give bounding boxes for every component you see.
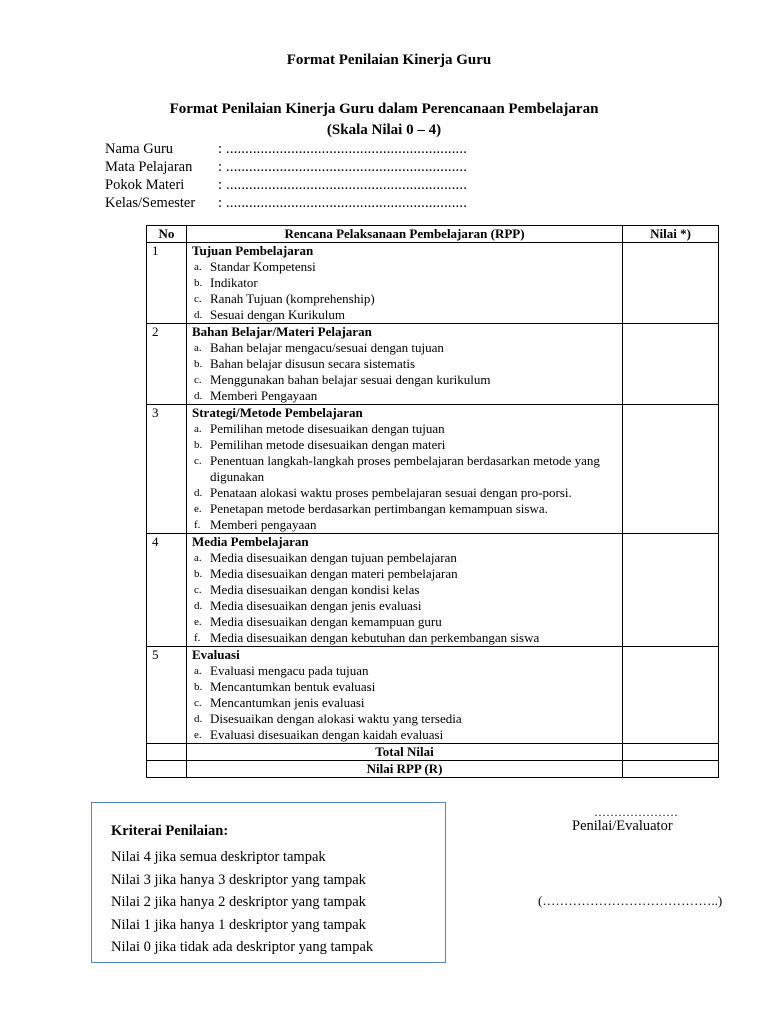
descriptor-list (192, 421, 617, 533)
descriptor-item (192, 727, 617, 743)
descriptor-letter: e. (194, 729, 202, 741)
criteria-heading: Kriterai Penilaian: (111, 823, 229, 839)
descriptor-text: Bahan belajar disusun secara sistematis (210, 356, 416, 371)
info-value: : ............................................................... (218, 177, 468, 193)
criteria-line: Nilai 3 jika hanya 3 deskriptor yang tampak (111, 871, 366, 888)
rpp-no-cell (147, 761, 187, 778)
score-input-cell[interactable] (623, 243, 719, 324)
signature-role: Penilai/Evaluator (572, 818, 673, 834)
descriptor-item (192, 695, 617, 711)
descriptor-letter: e. (194, 503, 202, 515)
descriptor-letter: a. (194, 342, 202, 354)
section-content (187, 324, 623, 405)
descriptor-letter: a. (194, 423, 202, 435)
descriptor-item (192, 614, 617, 630)
section-title: Media Pembelajaran (192, 534, 309, 549)
descriptor-list (192, 663, 617, 743)
descriptor-item (192, 388, 617, 404)
descriptor-letter: d. (194, 309, 203, 321)
descriptor-item (192, 630, 617, 646)
descriptor-text: Penetapan metode berdasarkan pertimbangan kemampuan siswa. (210, 501, 548, 516)
document-subtitle: Format Penilaian Kinerja Guru dalam Perencanaan Pembelajaran (169, 101, 599, 117)
descriptor-text: Pemilihan metode disesuaikan dengan materi (210, 437, 446, 452)
descriptor-letter: b. (194, 358, 203, 370)
descriptor-item (192, 501, 617, 517)
descriptor-letter: c. (194, 584, 202, 596)
descriptor-text: Mencantumkan bentuk evaluasi (210, 679, 376, 694)
criteria-line: Nilai 0 jika tidak ada deskriptor yang tampak (111, 939, 374, 955)
descriptor-text: Sesuai dengan Kurikulum (210, 307, 346, 322)
total-row (147, 744, 719, 761)
criteria-line: Nilai 4 jika semua deskriptor tampak (111, 849, 326, 865)
rpp-score-row (147, 761, 719, 778)
info-value: : ............................................................... (218, 141, 468, 157)
descriptor-letter: a. (194, 665, 202, 677)
criteria-line: Nilai 2 jika hanya 2 deskriptor yang tampak (111, 894, 366, 910)
score-input-cell[interactable] (623, 534, 719, 647)
table-row (147, 647, 719, 744)
descriptor-text: Standar Kompetensi (210, 259, 316, 274)
descriptor-letter: d. (194, 600, 203, 612)
info-row-kelas-semester (105, 194, 467, 212)
descriptor-text: Ranah Tujuan (komprehenship) (210, 291, 375, 306)
descriptor-text: Memberi pengayaan (210, 517, 317, 532)
table-row (147, 243, 719, 324)
descriptor-letter: c. (194, 293, 202, 305)
header-no: No (147, 226, 187, 243)
section-number: 4 (147, 534, 187, 647)
descriptor-item (192, 291, 617, 307)
section-title: Bahan Belajar/Materi Pelajaran (192, 324, 372, 339)
descriptor-text: Bahan belajar mengacu/sesuai dengan tujuan (210, 340, 444, 355)
descriptor-letter: d. (194, 713, 203, 725)
descriptor-letter: c. (194, 374, 202, 386)
descriptor-text: Indikator (210, 275, 258, 290)
info-row-mata-pelajaran (105, 158, 467, 176)
section-title: Tujuan Pembelajaran (192, 243, 314, 258)
descriptor-letter: b. (194, 277, 203, 289)
info-label: Kelas/Semester (105, 195, 196, 211)
section-number: 2 (147, 324, 187, 405)
info-value: : ............................................................... (218, 195, 468, 211)
descriptor-list (192, 550, 617, 646)
rpp-assessment-table (146, 225, 719, 778)
criteria-line: Nilai 1 jika hanya 1 deskriptor yang tampak (111, 916, 366, 933)
descriptor-text: Disesuaikan dengan alokasi waktu yang tersedia (210, 711, 462, 726)
rpp-score-label: Nilai RPP (R) (187, 761, 623, 778)
descriptor-text: Evaluasi disesuaikan dengan kaidah evaluasi (210, 727, 444, 742)
header-nilai: Nilai *) (623, 226, 719, 243)
descriptor-text: Media disesuaikan dengan kemampuan guru (210, 614, 442, 629)
descriptor-text: Media disesuaikan dengan kondisi kelas (210, 582, 420, 597)
descriptor-item (192, 517, 617, 533)
info-label: Pokok Materi (105, 177, 185, 193)
descriptor-letter: b. (194, 681, 203, 693)
descriptor-text: Evaluasi mengacu pada tujuan (210, 663, 369, 678)
section-number: 3 (147, 405, 187, 534)
descriptor-item (192, 307, 617, 323)
descriptor-item (192, 453, 617, 485)
descriptor-item (192, 356, 617, 372)
section-number: 1 (147, 243, 187, 324)
header-rpp: Rencana Pelaksanaan Pembelajaran (RPP) (187, 226, 623, 243)
score-input-cell[interactable] (623, 405, 719, 534)
descriptor-list (192, 340, 617, 404)
descriptor-text: Penataan alokasi waktu proses pembelajaran sesuai dengan pro-porsi. (210, 485, 572, 500)
score-input-cell[interactable] (623, 324, 719, 405)
descriptor-letter: f. (194, 632, 201, 644)
descriptor-text: Mencantumkan jenis evaluasi (210, 695, 365, 710)
table-row (147, 405, 719, 534)
descriptor-text: Media disesuaikan dengan jenis evaluasi (210, 598, 422, 613)
total-label: Total Nilai (187, 744, 623, 761)
descriptor-item (192, 582, 617, 598)
descriptor-item (192, 566, 617, 582)
total-value-cell[interactable] (623, 744, 719, 761)
descriptor-letter: b. (194, 568, 203, 580)
info-label: Mata Pelajaran (105, 159, 193, 175)
section-content (187, 243, 623, 324)
descriptor-item (192, 421, 617, 437)
descriptor-item (192, 598, 617, 614)
descriptor-letter: a. (194, 552, 202, 564)
table-row (147, 324, 719, 405)
descriptor-item (192, 340, 617, 356)
descriptor-letter: e. (194, 616, 202, 628)
descriptor-item (192, 550, 617, 566)
section-title: Evaluasi (192, 647, 240, 662)
document-title: Format Penilaian Kinerja Guru (286, 52, 492, 68)
descriptor-text: Media disesuaikan dengan tujuan pembelajaran (210, 550, 457, 565)
scale-note: (Skala Nilai 0 – 4) (326, 122, 442, 138)
descriptor-item (192, 485, 617, 501)
descriptor-item (192, 663, 617, 679)
descriptor-list (192, 259, 617, 323)
descriptor-letter: f. (194, 519, 201, 531)
descriptor-item (192, 259, 617, 275)
info-label: Nama Guru (105, 141, 174, 157)
section-content (187, 534, 623, 647)
table-header-row (147, 226, 719, 243)
section-content (187, 647, 623, 744)
rpp-score-value-cell[interactable] (623, 761, 719, 778)
descriptor-item (192, 437, 617, 453)
descriptor-item (192, 372, 617, 388)
descriptor-item (192, 711, 617, 727)
signature-date-placeholder: ………………… (594, 805, 678, 819)
descriptor-text: Media disesuaikan dengan materi pembelajaran (210, 566, 458, 581)
descriptor-text: Menggunakan bahan belajar sesuai dengan kurikulum (210, 372, 491, 387)
descriptor-text: Penentuan langkah-langkah proses pembelajaran berdasarkan metode yang digunakan (210, 453, 600, 484)
descriptor-item (192, 679, 617, 695)
descriptor-letter: b. (194, 439, 203, 451)
descriptor-letter: a. (194, 261, 202, 273)
descriptor-item (192, 275, 617, 291)
descriptor-letter: c. (194, 697, 202, 709)
descriptor-text: Media disesuaikan dengan kebutuhan dan perkembangan siswa (210, 630, 540, 645)
descriptor-text: Memberi Pengayaan (210, 388, 318, 403)
descriptor-letter: d. (194, 390, 203, 402)
score-input-cell[interactable] (623, 647, 719, 744)
descriptor-text: Pemilihan metode disesuaikan dengan tujuan (210, 421, 445, 436)
section-title: Strategi/Metode Pembelajaran (192, 405, 363, 420)
descriptor-letter: d. (194, 487, 203, 499)
signature-name-placeholder: (…………………………………..) (538, 893, 723, 908)
total-no-cell (147, 744, 187, 761)
table-row (147, 534, 719, 647)
info-row-nama-guru (105, 140, 467, 158)
info-row-pokok-materi (105, 176, 467, 194)
info-value: : ............................................................... (218, 159, 468, 175)
section-content (187, 405, 623, 534)
section-number: 5 (147, 647, 187, 744)
descriptor-letter: c. (194, 455, 202, 467)
criteria-box (91, 802, 446, 963)
